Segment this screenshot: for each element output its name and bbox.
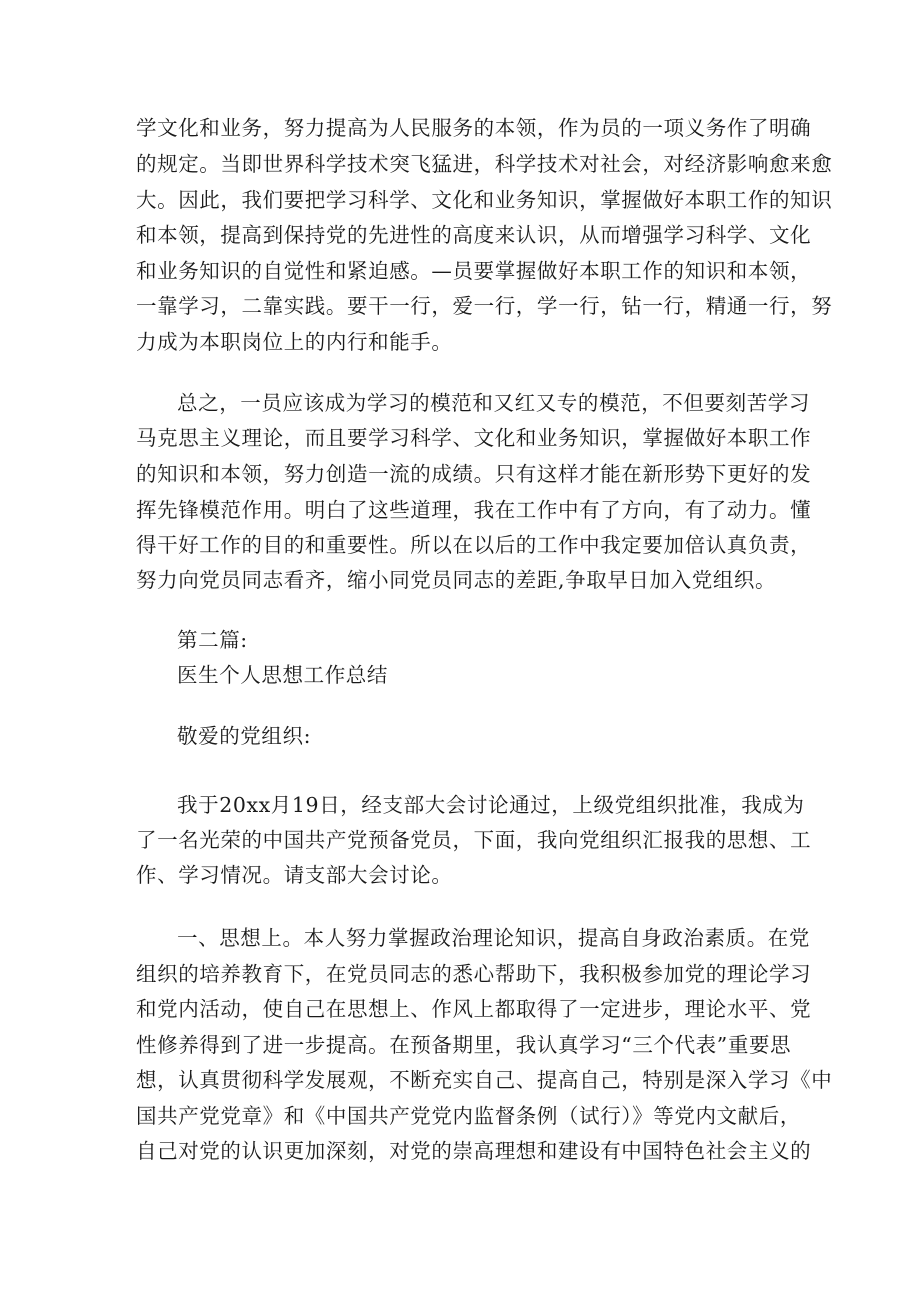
paragraph-3-line: 我于20xx月19日，经支部大会讨论通过，上级党组织批准，我成为	[177, 793, 805, 817]
paragraph-4-line: 性修养得到了进一步提高。在预备期里，我认真学习“三个代表”重要思	[136, 1033, 792, 1057]
paragraph-2-line: 得干好工作的目的和重要性。所以在以后的工作中我定要加倍认真负责，	[136, 533, 812, 557]
paragraph-1-line: 一靠学习，二靠实践。要干一行，爱一行，学一行，钻一行，精通一行，努	[136, 294, 833, 318]
paragraph-2-line: 挥先锋模范作用。明白了这些道理，我在工作中有了方向，有了动力。懂	[136, 498, 812, 522]
paragraph-2-line: 努力向党员同志看齐，缩小同党员同志的差距,争取早日加入党组织。	[136, 568, 777, 592]
paragraph-1-line: 和本领，提高到保持党的先进性的高度来认识，从而增强学习科学、文化	[136, 223, 812, 247]
paragraph-2-line: 马克思主义理论，而且要学习科学、文化和业务知识，掌握做好本职工作	[136, 426, 812, 450]
paragraph-1-line: 学文化和业务，努力提高为人民服务的本领，作为员的一项义务作了明确	[136, 116, 812, 140]
paragraph-1-line: 的规定。当即世界科学技术突飞猛进，科学技术对社会，对经济影响愈来愈	[136, 152, 833, 176]
paragraph-3-line: 了一名光荣的中国共产党预备党员，下面，我向党组织汇报我的思想、工	[136, 828, 812, 852]
paragraph-4-line: 自己对党的认识更加深刻，对党的崇高理想和建设有中国特色社会主义的	[136, 1139, 812, 1163]
paragraph-3-line: 作、学习情况。请支部大会讨论。	[136, 863, 453, 887]
section-title: 医生个人思想工作总结	[177, 663, 388, 687]
paragraph-2-line: 的知识和本领，努力创造一流的成绩。只有这样才能在新形势下更好的发	[136, 462, 812, 486]
section-label: 第二篇:	[177, 628, 248, 652]
salutation: 敬爱的党组织:	[177, 724, 312, 748]
paragraph-4-line: 一、思想上。本人努力掌握政治理论知识，提高自身政治素质。在党	[177, 926, 810, 950]
paragraph-2-line: 总之，一员应该成为学习的模范和又红又专的模范，不但要刻苦学习	[177, 391, 810, 415]
paragraph-1-line: 和业务知识的自觉性和紧迫感。—员要掌握做好本职工作的知识和本领，	[136, 259, 812, 283]
paragraph-4-line: 想，认真贯彻科学发展观，不断充实自己、提高自己，特别是深入学习《中	[136, 1068, 833, 1092]
paragraph-1-line: 大。因此，我们要把学习科学、文化和业务知识，掌握做好本职工作的知识	[136, 188, 833, 212]
paragraph-4-line: 和党内活动，使自己在思想上、作风上都取得了一定进步，理论水平、党	[136, 997, 812, 1021]
paragraph-1-line: 力成为本职岗位上的内行和能手。	[136, 330, 453, 354]
paragraph-4-line: 国共产党党章》和《中国共产党党内监督条例（试行）》等党内文献后，	[136, 1104, 801, 1128]
paragraph-4-line: 组织的培养教育下，在党员同志的悉心帮助下，我积极参加党的理论学习	[136, 962, 812, 986]
